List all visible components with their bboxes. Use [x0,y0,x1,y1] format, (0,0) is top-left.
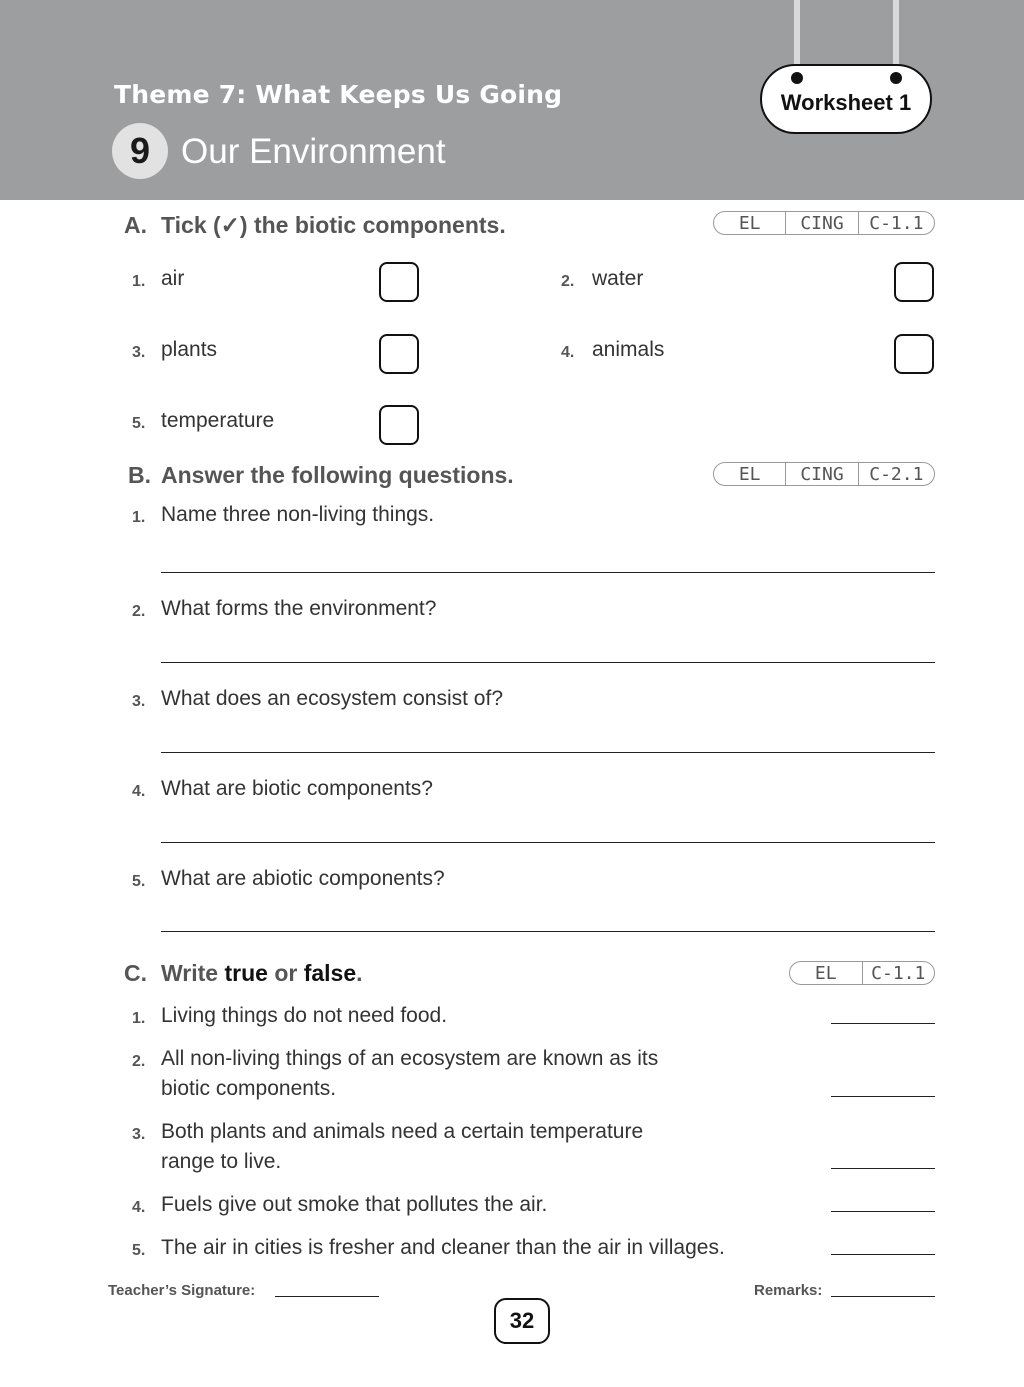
item-number: 4. [561,344,575,361]
question-number: 4. [132,783,146,800]
tick-box[interactable] [379,405,419,445]
remarks-label: Remarks: [754,1282,823,1299]
item-text: plants [161,338,218,361]
item-number: 1. [132,273,146,290]
item-text: temperature [161,409,275,432]
statement-number: 2. [132,1053,146,1070]
remarks-line[interactable] [831,1296,935,1297]
answer-line[interactable] [161,572,935,573]
section-b-letter: B. [128,462,151,488]
teacher-signature-label: Teacher’s Signature: [108,1282,256,1299]
question-number: 3. [132,693,146,710]
title-part: or [267,960,304,986]
answer-blank[interactable] [831,1211,935,1212]
question-number: 1. [132,509,146,526]
statement-text: Fuels give out smoke that pollutes the air. [161,1193,548,1216]
statement-number: 5. [132,1242,146,1259]
statement-number: 1. [132,1010,146,1027]
badge-hole-right [890,72,902,84]
answer-blank[interactable] [831,1168,935,1169]
section-a-tags [713,211,935,235]
page-number: 32 [494,1298,550,1344]
section-b-title: Answer the following questions. [161,462,514,488]
chapter-number: 9 [112,123,168,179]
section-c-title [161,960,363,987]
tag-el: EL [814,962,837,984]
statement-number: 4. [132,1199,146,1216]
badge-hole-left [791,72,803,84]
answer-line[interactable] [161,931,935,932]
item-text: air [161,267,185,290]
section-c-tags [789,961,935,985]
question-text: What are abiotic components? [161,867,445,890]
statement-number: 3. [132,1126,146,1143]
answer-blank[interactable] [831,1023,935,1024]
question-text: What are biotic components? [161,777,433,800]
statement-text: All non-living things of an ecosystem are known as its [161,1047,659,1070]
false-word: false [303,960,357,986]
tick-box[interactable] [894,262,934,302]
tag-cing: CING [785,212,857,234]
statement-text: Living things do not need food. [161,1004,448,1027]
tag-code: C-1.1 [862,962,935,984]
tick-box[interactable] [379,262,419,302]
tag-code: C-1.1 [858,212,934,234]
statement-text: The air in cities is fresher and cleaner than the air in villages. [161,1236,725,1259]
teacher-signature-line[interactable] [275,1296,379,1297]
question-text: What does an ecosystem consist of? [161,687,503,710]
tag-el: EL [738,463,761,485]
item-text: water [592,267,644,290]
title-part: Write [161,960,225,986]
item-number: 5. [132,415,146,432]
statement-text: Both plants and animals need a certain temperature [161,1120,644,1143]
tick-box[interactable] [379,334,419,374]
tag-cing: CING [785,463,857,485]
statement-text-cont: range to live. [161,1150,282,1173]
answer-line[interactable] [161,842,935,843]
tick-box[interactable] [894,334,934,374]
answer-line[interactable] [161,752,935,753]
question-text: Name three non-living things. [161,503,435,526]
section-b-tags [713,462,935,486]
theme-title: Theme 7: What Keeps Us Going [114,80,563,109]
chapter-title: Our Environment [181,132,446,171]
worksheet-badge: Worksheet 1 [760,64,932,134]
answer-blank[interactable] [831,1254,935,1255]
item-number: 3. [132,344,146,361]
statement-text-cont: biotic components. [161,1077,337,1100]
section-a-letter: A. [124,212,147,238]
answer-blank[interactable] [831,1096,935,1097]
tag-code: C-2.1 [858,463,934,485]
title-part: . [356,960,363,986]
item-number: 2. [561,273,575,290]
question-number: 2. [132,603,146,620]
answer-line[interactable] [161,662,935,663]
tag-el: EL [738,212,761,234]
question-number: 5. [132,873,146,890]
true-word: true [224,960,268,986]
item-text: animals [592,338,665,361]
question-text: What forms the environment? [161,597,437,620]
section-a-title: Tick (✓) the biotic components. [161,212,506,238]
section-c-letter: C. [124,960,147,986]
